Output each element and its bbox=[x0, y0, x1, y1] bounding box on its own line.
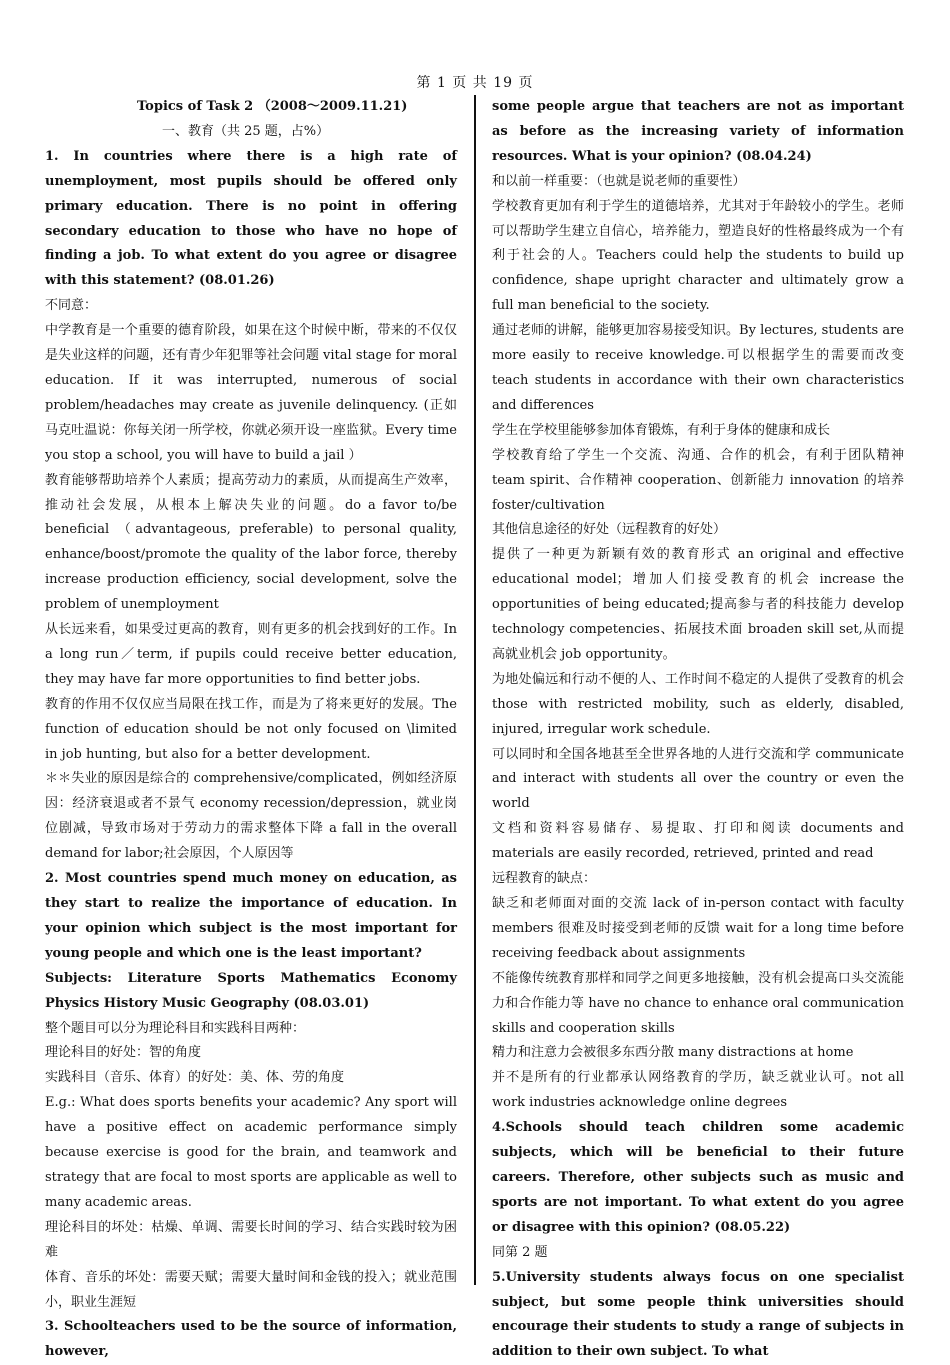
question-paragraph: Subjects: Literature Sports Mathematics Economy Physics History Music Geography (08.03.01) bbox=[45, 970, 457, 1011]
question-paragraph: some people argue that teachers are not as important as before as the increasing variety of information resources. What is your opinion? (08.04.24) bbox=[492, 99, 904, 164]
text-paragraph: 为地处偏远和行动不便的人、工作时间不稳定的人提供了受教育的机会 those with restricted mobility, such as elderly, disabled, injured, irregular work schedule. bbox=[492, 671, 904, 737]
text-paragraph: 中学教育是一个重要的德育阶段，如果在这个时候中断，带来的不仅仅是失业这样的问题，还有青少年犯罪等社会问题 vital stage for moral education. If it was interrupted, numerous of social problem/headaches may create as juvenile delinquency. (正如马克吐温说：你每关闭一所学校，你就必须开设一座监狱。Every time you stop a school, you will have to build a jail ） bbox=[45, 323, 457, 463]
question-paragraph: Topics of Task 2 （2008～2009.11.21) bbox=[137, 99, 408, 114]
question-paragraph: 3. Schoolteachers used to be the source of information, however, bbox=[45, 1319, 457, 1360]
text-paragraph: 学校教育更加有利于学生的道德培养，尤其对于年龄较小的学生。老师可以帮助学生建立自信心，培养能力，塑造良好的性格最终成为一个有利于社会的人。Teachers could help the students to build up confidence, shape upright character and ultimately grow a full man beneficial to the society. bbox=[492, 198, 904, 314]
text-paragraph: 精力和注意力会被很多东西分散 many distractions at home bbox=[492, 1045, 854, 1061]
text-paragraph: 理论科目的好处：智的角度 bbox=[45, 1045, 202, 1061]
text-paragraph: 实践科目（音乐、体育）的好处：美、体、劳的角度 bbox=[45, 1070, 345, 1086]
text-paragraph: 不同意： bbox=[45, 298, 98, 314]
text-paragraph: 教育的作用不仅仅应当局限在找工作，而是为了将来更好的发展。The function of education should be not only focused on \limited in job hunting, but also for a better development. bbox=[45, 696, 457, 762]
text-paragraph: 远程教育的缺点： bbox=[492, 871, 597, 887]
text-paragraph: 文档和资料容易储存、易提取、打印和阅读 documents and materials are easily recorded, retrieved, printed and read bbox=[492, 821, 904, 862]
text-paragraph: 学校教育给了学生一个交流、沟通、合作的机会，有利于团队精神 team spirit、合作精神 cooperation、创新能力 innovation 的培养 foster/cultivation bbox=[492, 447, 904, 513]
question-paragraph: 2. Most countries spend much money on education, as they start to realize the importance of education. In your opinion which subject is the most important for young people and which one is the least important? bbox=[45, 871, 457, 961]
text-paragraph: 学生在学校里能够参加体育锻炼，有利于身体的健康和成长 bbox=[492, 422, 831, 438]
text-paragraph: 并不是所有的行业都承认网络教育的学历，缺乏就业认可。not all work industries acknowledge online degrees bbox=[492, 1070, 904, 1111]
text-paragraph: 体育、音乐的坏处：需要天赋；需要大量时间和金钱的投入；就业范围小，职业生涯短 bbox=[45, 1269, 457, 1310]
text-paragraph: 通过老师的讲解，能够更加容易接受知识。By lectures, students are more easily to receive knowledge.可以根据学生的需要而改变 teach students in accordance with their own characteristics and differences bbox=[492, 323, 904, 413]
question-paragraph: 1. In countries where there is a high rate of unemployment, most pupils should be offered only primary education. There is no point in offering secondary education to those who have no hope of finding a job. To what extent do you agree or disagree with this statement? (08.01.26) bbox=[45, 148, 457, 289]
text-paragraph: 一、教育（共 25 题，占%） bbox=[162, 123, 330, 139]
text-paragraph: 缺乏和老师面对面的交流 lack of in-person contact with faculty members 很难及时接受到老师的反馈 wait for a long time before receiving feedback about assignments bbox=[492, 896, 904, 961]
page-header: 第 1 页 共 19 页 bbox=[416, 75, 534, 91]
text-paragraph: 整个题目可以分为理论科目和实践科目两种： bbox=[45, 1020, 306, 1036]
text-paragraph: 其他信息途径的好处（远程教育的好处） bbox=[492, 522, 727, 538]
text-paragraph: 可以同时和全国各地甚至全世界各地的人进行交流和学 communicate and interact with students all over the country or even the world bbox=[492, 746, 904, 812]
text-paragraph: 同第 2 题 bbox=[492, 1244, 548, 1260]
text-paragraph: 理论科目的坏处：枯燥、单调、需要长时间的学习、结合实践时较为困难 bbox=[45, 1219, 457, 1260]
question-paragraph: 4.Schools should teach children some academic subjects, which will be beneficial to their future careers. Therefore, other subjects such as music and sports are not important. To what extent do you agree or disagree with this opinion? (08.05.22) bbox=[492, 1120, 904, 1235]
text-paragraph: 和以前一样重要：（也就是说老师的重要性） bbox=[492, 173, 746, 189]
text-paragraph: 不能像传统教育那样和同学之间更多地接触，没有机会提高口头交流能力和合作能力等 have no chance to enhance oral communication skills and cooperation skills bbox=[492, 970, 904, 1036]
text-paragraph: E.g.: What does sports benefits your academic? Any sport will have a positive effect on academic performance simply because exercise is good for the brain, and teamwork and strategy that are focal to most sports are applicable as well to many academic areas. bbox=[45, 1095, 457, 1210]
left-column bbox=[45, 95, 457, 1365]
column-divider bbox=[474, 95, 476, 1285]
text-paragraph: 提供了一种更为新颖有效的教育形式 an original and effective educational model；增加人们接受教育的机会 increase the opportunities of being educated;提高参与者的科技能力 develop technology competencies、拓展技术面 broaden skill set,从而提高就业机会 job opportunity。 bbox=[492, 547, 904, 662]
question-paragraph: 5.University students always focus on one specialist subject, but some people think universities should encourage their students to study a range of subjects in addition to their own subject. To what bbox=[492, 1269, 904, 1360]
text-paragraph: ＊＊失业的原因是综合的 comprehensive/complicated，例如经济原因：经济衰退或者不景气 economy recession/depression，就业岗位剧减，导致市场对于劳动力的需求整体下降 a fall in the overall demand for labor;社会原因，个人原因等 bbox=[45, 771, 457, 862]
text-paragraph: 教育能够帮助培养个人素质；提高劳动力的素质，从而提高生产效率，推动社会发展，从根本上解决失业的问题。do a favor to/be beneficial （advantageous, preferable) to personal quality, enhance/boost/promote the quality of the labor force, thereby increase production efficiency, social development, solve the problem of unemployment bbox=[45, 472, 457, 613]
right-column bbox=[492, 95, 904, 1365]
text-paragraph: 从长远来看，如果受过更高的教育，则有更多的机会找到好的工作。In a long run／term, if pupils could receive better education, they may have far more opportunities to find better jobs. bbox=[45, 622, 457, 687]
